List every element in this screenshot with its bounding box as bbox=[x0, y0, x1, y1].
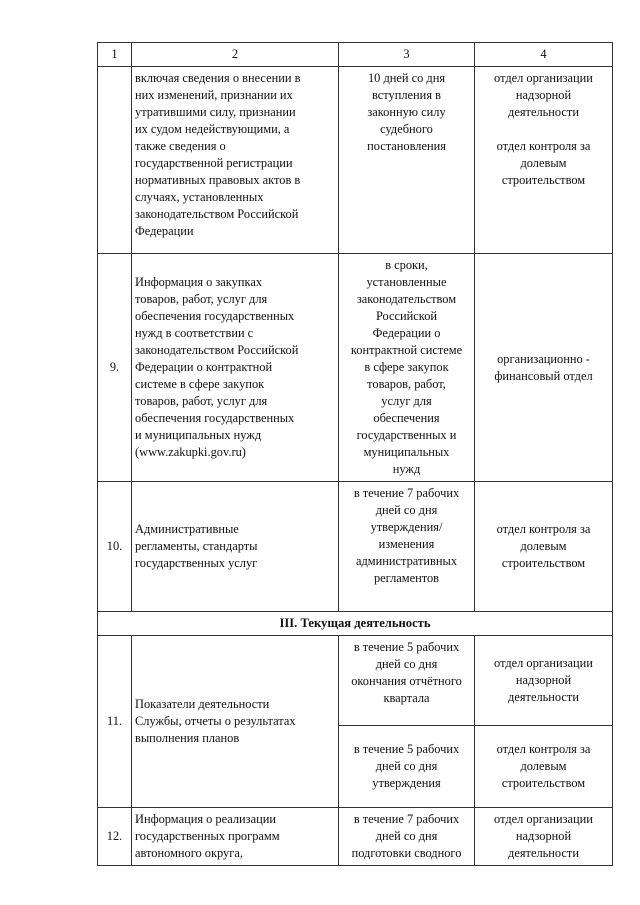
table-row bbox=[98, 254, 613, 482]
responsible-department: отдел организации надзорной деятельности отдел контроля за долевым строительством bbox=[475, 67, 613, 254]
info-description: Административные регламенты, стандарты государственных услуг bbox=[132, 482, 339, 612]
deadline: в течение 5 рабочих дней со дня окончания отчётного квартала bbox=[339, 636, 475, 726]
row-number: 12. bbox=[98, 808, 132, 866]
table-row bbox=[98, 808, 613, 866]
deadline: 10 дней со дня вступления в законную силу судебного постановления bbox=[339, 67, 475, 254]
row-number bbox=[98, 67, 132, 254]
deadline: в течение 7 рабочих дней со дня утверждения/ изменения административных регламентов bbox=[339, 482, 475, 612]
table-row bbox=[98, 482, 613, 612]
deadline: в течение 7 рабочих дней со дня подготовки сводного bbox=[339, 808, 475, 866]
header-col-1: 1 bbox=[98, 43, 132, 67]
row-number: 10. bbox=[98, 482, 132, 612]
table-row bbox=[98, 67, 613, 254]
header-col-2: 2 bbox=[132, 43, 339, 67]
header-row bbox=[98, 43, 613, 67]
section-row bbox=[98, 612, 613, 636]
header-col-4: 4 bbox=[475, 43, 613, 67]
info-description: Информация о закупках товаров, работ, услуг для обеспечения государственных нужд в соответствии с законодательством Российской Федерации о контрактной системе в сфере закупок товаров, работ, услуг для обеспечения государственных и муниципальных нужд (www.zakupki.gov.ru) bbox=[132, 254, 339, 482]
info-description: включая сведения о внесении в них изменений, признании их утратившими силу, признании их судом недействующими, а также сведения о государственной регистрации нормативных правовых актов в случаях, установленных законодательством Российской Федерации bbox=[132, 67, 339, 254]
section-title: III. Текущая деятельность bbox=[98, 612, 613, 636]
responsible-department: отдел контроля за долевым строительством bbox=[475, 726, 613, 808]
row-number: 11. bbox=[98, 636, 132, 808]
responsible-department: организационно - финансовый отдел bbox=[475, 254, 613, 482]
responsible-department: отдел контроля за долевым строительством bbox=[475, 482, 613, 612]
deadline: в сроки, установленные законодательством Российской Федерации о контрактной системе в сфере закупок товаров, работ, услуг для обеспечения государственных и муниципальных нужд bbox=[339, 254, 475, 482]
header-col-3: 3 bbox=[339, 43, 475, 67]
info-description: Информация о реализации государственных программ автономного округа, bbox=[132, 808, 339, 866]
info-description: Показатели деятельности Службы, отчеты о результатах выполнения планов bbox=[132, 636, 339, 808]
row-number: 9. bbox=[98, 254, 132, 482]
responsible-department: отдел организации надзорной деятельности bbox=[475, 808, 613, 866]
table-row bbox=[98, 636, 613, 726]
deadline: в течение 5 рабочих дней со дня утверждения bbox=[339, 726, 475, 808]
document-table bbox=[97, 42, 613, 866]
responsible-department: отдел организации надзорной деятельности bbox=[475, 636, 613, 726]
